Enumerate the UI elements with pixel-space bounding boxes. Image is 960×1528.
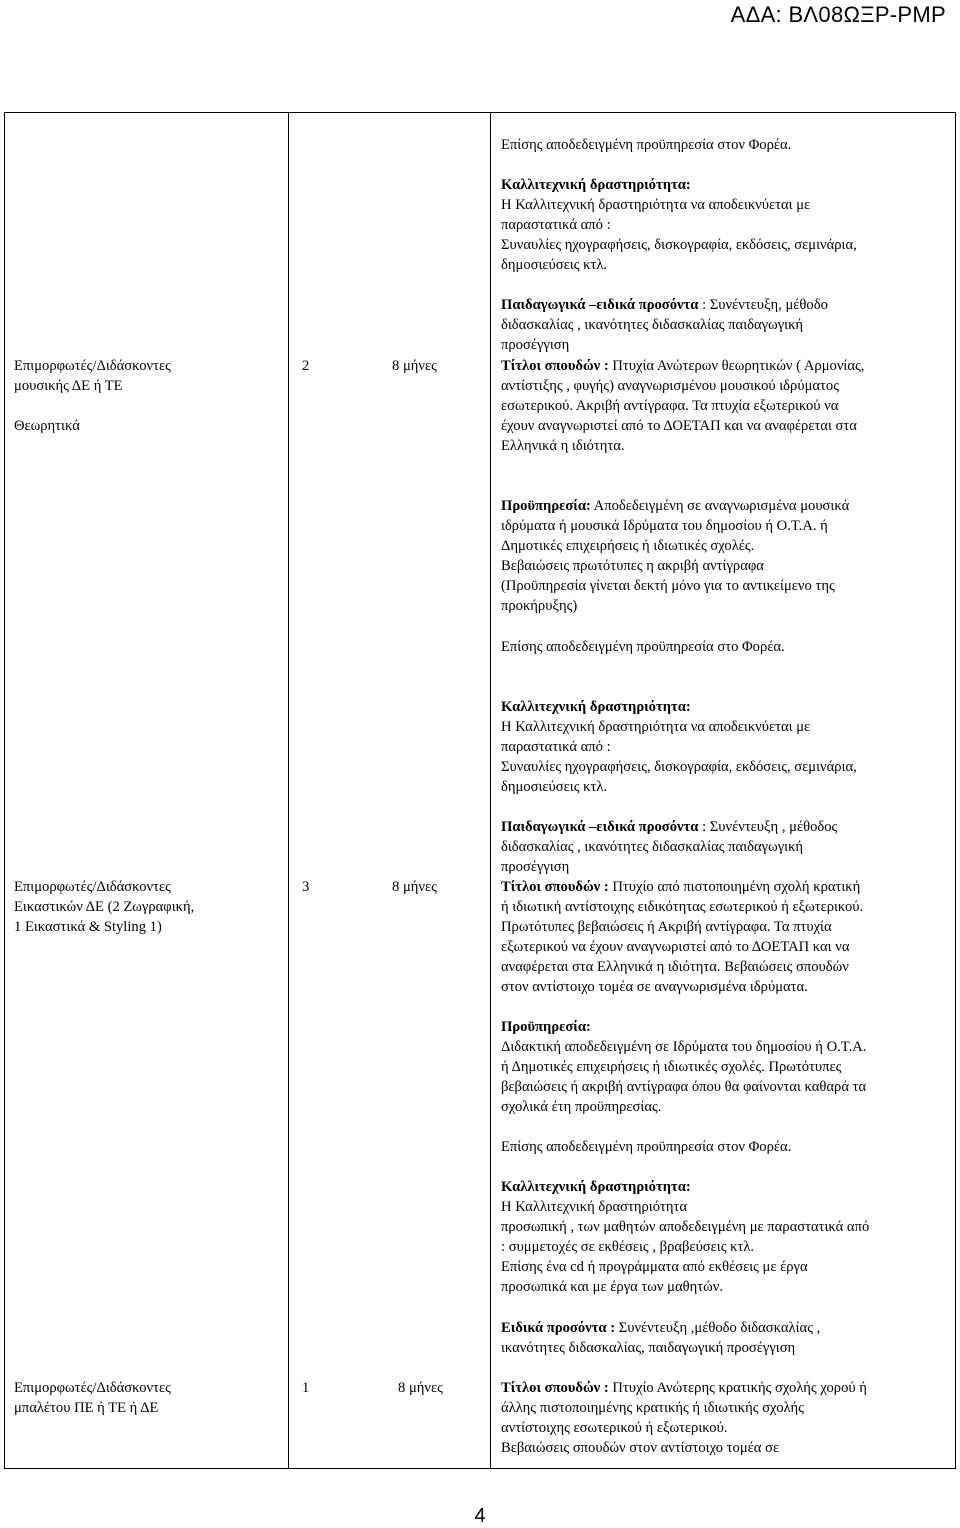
requirement-line: εξωτερικού να έχουν αναγνωριστεί από το ΔΟΕΤΑΠ και να xyxy=(501,939,850,955)
document-code: ΑΔΑ: ΒΛ08ΩΞΡ-ΡΜΡ xyxy=(730,2,946,27)
requirement-line: βεβαιώσεις ή ακριβή αντίγραφα όπου θα φαίνονται καθαρά τα xyxy=(501,1079,867,1095)
section-heading: Καλλιτεχνική δραστηριότητα: xyxy=(501,699,691,715)
requirement-line: προσωπικά και με έργα των μαθητών. xyxy=(501,1279,723,1295)
requirement-line: Συναυλίες ηχογραφήσεις, δισκογραφία, εκδόσεις, σεμινάρια, xyxy=(501,237,857,253)
section-heading: Προϋπηρεσία: xyxy=(501,498,591,514)
specialty-label: Επιμορφωτές/Διδάσκοντες xyxy=(14,879,171,895)
requirement-line: δημοσιεύσεις κτλ. xyxy=(501,257,608,273)
requirement-line: παραστατικά από : xyxy=(501,217,611,233)
requirement-line: ή Δημοτικές επιχειρήσεις ή ιδιωτικές σχολές. Πρωτότυπες xyxy=(501,1059,842,1075)
requirement-line: διδασκαλίας , ικανότητες διδασκαλίας παιδαγωγική xyxy=(501,317,804,333)
requirement-line: ικανότητες διδασκαλίας, παιδαγωγική προσέγγιση xyxy=(501,1340,796,1356)
contract-duration: 8 μήνες xyxy=(392,358,437,374)
requirement-line: Προϋπηρεσία: Αποδεδειγμένη σε αναγνωρισμένα μουσικά xyxy=(501,498,850,514)
specialty-label: μπαλέτου ΠΕ ή ΤΕ ή ΔΕ xyxy=(14,1400,159,1416)
specialty-label: Εικαστικών ΔΕ (2 Ζωγραφική, xyxy=(14,899,195,915)
requirement-line: διδασκαλίας , ικανότητες διδασκαλίας παιδαγωγική xyxy=(501,839,804,855)
requirement-line: Διδακτική αποδεδειγμένη σε Ιδρύματα του δημοσίου ή Ο.Τ.Α. xyxy=(501,1039,867,1055)
requirement-line: παραστατικά από : xyxy=(501,739,611,755)
requirement-line: (Προϋπηρεσία γίνεται δεκτή μόνο για το αντικείμενο της xyxy=(501,578,835,594)
page-number: 4 xyxy=(474,1505,486,1527)
requirement-line: Η Καλλιτεχνική δραστηριότητα να αποδεικνύεται με xyxy=(501,719,811,735)
position-count: 1 xyxy=(302,1380,310,1396)
requirement-line: προσέγγιση xyxy=(501,859,570,875)
requirement-line: Τίτλοι σπουδών : Πτυχίο Ανώτερης κρατικής σχολής χορού ή xyxy=(501,1380,867,1396)
requirement-line: Παιδαγωγικά –ειδικά προσόντα : Συνέντευξη, μέθοδο xyxy=(501,297,828,313)
contract-duration: 8 μήνες xyxy=(398,1380,443,1396)
specialty-label: Επιμορφωτές/Διδάσκοντες xyxy=(14,358,171,374)
requirement-line: αναφέρεται στα Ελληνικά η ιδιότητα. Βεβαιώσεις σπουδών xyxy=(501,959,849,975)
requirement-line: Επίσης ένα cd ή προγράμματα από εκθέσεις με έργα xyxy=(501,1259,808,1275)
contract-duration: 8 μήνες xyxy=(392,879,437,895)
specialty-label: Θεωρητικά xyxy=(14,418,80,434)
requirement-line: ή ιδιωτική αντίστοιχης ειδικότητας εσωτερικού ή εξωτερικού. xyxy=(501,899,864,915)
section-heading: Παιδαγωγικά –ειδικά προσόντα xyxy=(501,819,699,835)
section-heading: Καλλιτεχνική δραστηριότητα: xyxy=(501,177,691,193)
requirement-line: σχολικά έτη προϋπηρεσίας. xyxy=(501,1099,662,1115)
requirement-line: προσέγγιση xyxy=(501,337,570,353)
position-count: 3 xyxy=(302,879,310,895)
requirement-line: προσωπική , των μαθητών αποδεδειγμένη με παραστατικά από xyxy=(501,1219,870,1235)
requirement-line: Παιδαγωγικά –ειδικά προσόντα : Συνέντευξη , μέθοδος xyxy=(501,819,838,835)
specialty-label: 1 Εικαστικά & Styling 1) xyxy=(14,919,162,935)
requirement-line: αντίστιξης , φυγής) αναγνωρισμένου μουσικού ιδρύματος xyxy=(501,378,839,394)
requirement-line: αντίστοιχης εσωτερικού ή εξωτερικού. xyxy=(501,1420,728,1436)
requirement-line: εσωτερικού. Ακριβή αντίγραφα. Τα πτυχία εξωτερικού να xyxy=(501,398,839,414)
requirement-line: προκήρυξης) xyxy=(501,598,578,614)
requirement-line: Δημοτικές επιχειρήσεις ή ιδιωτικές σχολές. xyxy=(501,538,755,554)
requirement-line: έχουν αναγνωριστεί από το ΔΟΕΤΑΠ και να αναφέρεται στα xyxy=(501,418,857,434)
requirement-line: Η Καλλιτεχνική δραστηριότητα να αποδεικνύεται με xyxy=(501,197,811,213)
requirement-line: Ειδικά προσόντα : Συνέντευξη ,μέθοδο διδασκαλίας , xyxy=(501,1320,821,1336)
section-heading: Ειδικά προσόντα : xyxy=(501,1320,616,1336)
requirement-line: δημοσιεύσεις κτλ. xyxy=(501,779,608,795)
requirement-line: Επίσης αποδεδειγμένη προϋπηρεσία στο Φορέα. xyxy=(501,639,785,655)
requirement-line: Πρωτότυπες βεβαιώσεις ή Ακριβή αντίγραφα. Τα πτυχία xyxy=(501,919,832,935)
requirement-line: Επίσης αποδεδειγμένη προϋπηρεσία στον Φορέα. xyxy=(501,137,792,153)
position-count: 2 xyxy=(302,358,310,374)
column-divider xyxy=(288,113,289,1468)
section-heading: Καλλιτεχνική δραστηριότητα: xyxy=(501,1179,691,1195)
requirement-line: Επίσης αποδεδειγμένη προϋπηρεσία στον Φορέα. xyxy=(501,1139,792,1155)
section-heading: Τίτλοι σπουδών : xyxy=(501,879,609,895)
specialty-label: μουσικής ΔΕ ή ΤΕ xyxy=(14,378,123,394)
section-heading: Παιδαγωγικά –ειδικά προσόντα xyxy=(501,297,699,313)
requirement-line: στον αντίστοιχο τομέα σε αναγνωρισμένα ιδρύματα. xyxy=(501,979,808,995)
requirement-line: Βεβαιώσεις πρωτότυπες η ακριβή αντίγραφα xyxy=(501,558,764,574)
specialty-label: Επιμορφωτές/Διδάσκοντες xyxy=(14,1380,171,1396)
requirement-line: Βεβαιώσεις σπουδών στον αντίστοιχο τομέα σε xyxy=(501,1440,780,1456)
section-heading: Τίτλοι σπουδών : xyxy=(501,358,609,374)
requirement-line: Ελληνικά η ιδιότητα. xyxy=(501,438,625,454)
requirement-line: Τίτλοι σπουδών : Πτυχία Ανώτερων θεωρητικών ( Αρμονίας, xyxy=(501,358,865,374)
requirement-line: Τίτλοι σπουδών : Πτυχίο από πιστοποιημένη σχολή κρατική xyxy=(501,879,861,895)
requirement-line: άλλης πιστοποιημένης κρατικής ή ιδιωτικής σχολής xyxy=(501,1400,804,1416)
requirement-line: : συμμετοχές σε εκθέσεις , βραβεύσεις κτλ. xyxy=(501,1239,755,1255)
qualifications-table xyxy=(4,112,956,1469)
requirement-line: Η Καλλιτεχνική δραστηριότητα xyxy=(501,1199,688,1215)
section-heading: Τίτλοι σπουδών : xyxy=(501,1380,609,1396)
column-divider xyxy=(490,113,491,1468)
requirement-line: ιδρύματα ή μουσικά Ιδρύματα του δημοσίου ή Ο.Τ.Α. ή xyxy=(501,518,828,534)
section-heading: Προϋπηρεσία: xyxy=(501,1019,591,1035)
requirement-line: Συναυλίες ηχογραφήσεις, δισκογραφία, εκδόσεις, σεμινάρια, xyxy=(501,759,857,775)
